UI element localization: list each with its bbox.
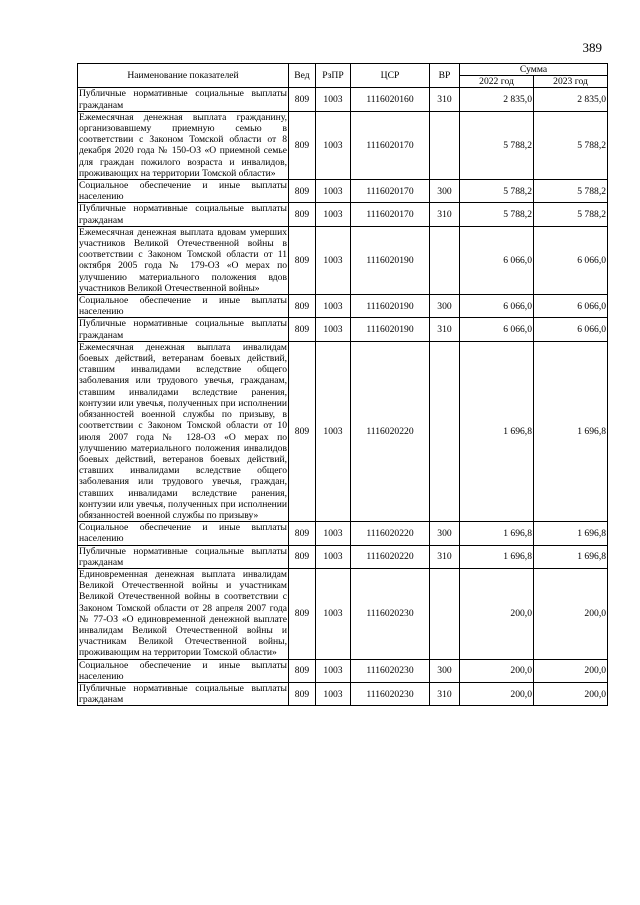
row-sum-2023: 1 696,8 <box>534 545 608 568</box>
header-year-2023: 2023 год <box>534 76 608 88</box>
row-name: Социальное обеспечение и иные выплаты населению <box>79 180 287 203</box>
row-name: Социальное обеспечение и иные выплаты населению <box>79 659 287 682</box>
row-name: Публичные нормативные социальные выплаты гражданам <box>79 88 287 111</box>
row-rzpr: 1003 <box>316 682 351 705</box>
header-sum: Сумма <box>460 64 608 76</box>
header-year-2022: 2022 год <box>460 76 534 88</box>
table-row <box>78 682 608 705</box>
row-ved: 809 <box>289 88 316 111</box>
row-ved: 809 <box>289 295 316 318</box>
row-ved: 809 <box>289 203 316 226</box>
row-rzpr: 1003 <box>316 659 351 682</box>
row-ved: 809 <box>289 226 316 294</box>
row-ved: 809 <box>289 341 316 521</box>
row-sum-2022: 2 835,0 <box>460 88 534 111</box>
row-name: Публичные нормативные социальные выплаты гражданам <box>79 545 287 568</box>
row-csr: 1116020220 <box>351 522 430 545</box>
table-row <box>78 522 608 545</box>
table-row <box>78 318 608 341</box>
row-vr: 310 <box>430 682 460 705</box>
row-csr: 1116020170 <box>351 111 430 179</box>
row-ved: 809 <box>289 659 316 682</box>
row-sum-2023: 1 696,8 <box>534 341 608 521</box>
row-sum-2022: 6 066,0 <box>460 318 534 341</box>
row-sum-2022: 200,0 <box>460 659 534 682</box>
row-sum-2023: 200,0 <box>534 659 608 682</box>
table-row <box>78 295 608 318</box>
row-name: Публичные нормативные социальные выплаты гражданам <box>79 318 287 341</box>
row-sum-2023: 5 788,2 <box>534 111 608 179</box>
row-sum-2023: 5 788,2 <box>534 180 608 203</box>
row-name: Социальное обеспечение и иные выплаты населению <box>79 522 287 545</box>
row-csr: 1116020160 <box>351 88 430 111</box>
row-sum-2023: 6 066,0 <box>534 318 608 341</box>
table-row <box>78 659 608 682</box>
row-ved: 809 <box>289 545 316 568</box>
row-vr: 300 <box>430 659 460 682</box>
row-sum-2022: 6 066,0 <box>460 226 534 294</box>
table-body <box>78 88 608 706</box>
row-vr: 300 <box>430 295 460 318</box>
row-name: Публичные нормативные социальные выплаты гражданам <box>79 682 287 706</box>
table-row <box>78 568 608 659</box>
row-rzpr: 1003 <box>316 203 351 226</box>
row-name: Ежемесячная денежная выплата гражданину, организовавшему приемную семью в соответствии с Законом Томской области от 8 декабря 2020 года № 150-ОЗ «О приемной семье для граждан пожилого возраста и инвалидов, проживающих на территории Томской области» <box>79 111 287 179</box>
header-ved: Вед <box>289 64 316 88</box>
row-name: Ежемесячная денежная выплата инвалидам боевых действий, ветеранам боевых действий, ставшим инвалидами вследствие общего заболевания или трудового увечья, гражданам, ставшим инвалидами вследствие ранения, контузии или увечья, полученных при исполнении обязанностей военной службы по призыву, в соответствии с Законом Томской области от 10 июля 2007 года № 128-ОЗ «О мерах по улучшению материального положения инвалидов боевых действий, ветеранов боевых действий, ставших инвалидами вследствие общего заболевания или трудового увечья, граждан, ставших инвалидами вследствие ранения, контузии или увечья, полученных при исполнении обязанностей военной службы по призыву» <box>79 341 287 521</box>
row-sum-2023: 200,0 <box>534 682 608 705</box>
page-number: 389 <box>582 40 602 55</box>
row-vr: 310 <box>430 318 460 341</box>
row-csr: 1116020220 <box>351 341 430 521</box>
row-csr: 1116020220 <box>351 545 430 568</box>
row-ved: 809 <box>289 568 316 659</box>
row-sum-2022: 200,0 <box>460 682 534 705</box>
row-vr: 300 <box>430 180 460 203</box>
row-ved: 809 <box>289 180 316 203</box>
table-row <box>78 111 608 179</box>
row-name: Ежемесячная денежная выплата вдовам умерших участников Великой Отечественной войны в соответствии с Законом Томской области от 11 октября 2005 года № 179-ОЗ «О мерах по улучшению материального положения вдов участников Великой Отечественной войны» <box>79 226 287 294</box>
row-ved: 809 <box>289 318 316 341</box>
row-rzpr: 1003 <box>316 318 351 341</box>
row-rzpr: 1003 <box>316 545 351 568</box>
row-csr: 1116020190 <box>351 295 430 318</box>
table-row <box>78 545 608 568</box>
row-vr <box>430 568 460 659</box>
table-header <box>78 64 608 88</box>
row-vr: 300 <box>430 522 460 545</box>
row-vr: 310 <box>430 545 460 568</box>
row-ved: 809 <box>289 522 316 545</box>
budget-table <box>77 63 608 706</box>
table-row <box>78 88 608 111</box>
row-name: Публичные нормативные социальные выплаты гражданам <box>79 203 287 226</box>
row-sum-2022: 1 696,8 <box>460 522 534 545</box>
row-vr <box>430 226 460 294</box>
row-name: Единовременная денежная выплата инвалидам Великой Отечественной войны и участникам Великой Отечественной войны в соответствии с Законом Томской области от 28 апреля 2007 года № 77-ОЗ «О единовременной денежной выплате инвалидам Великой Отечественной войны и участникам Великой Отечественной войны, проживающим на территории Томской области» <box>79 568 287 659</box>
row-sum-2022: 5 788,2 <box>460 111 534 179</box>
row-sum-2022: 1 696,8 <box>460 545 534 568</box>
row-sum-2023: 6 066,0 <box>534 295 608 318</box>
header-vr: ВР <box>430 64 460 88</box>
row-rzpr: 1003 <box>316 295 351 318</box>
row-sum-2022: 5 788,2 <box>460 203 534 226</box>
row-sum-2022: 6 066,0 <box>460 295 534 318</box>
row-rzpr: 1003 <box>316 522 351 545</box>
table-row <box>78 203 608 226</box>
row-sum-2022: 1 696,8 <box>460 341 534 521</box>
table-row <box>78 341 608 521</box>
table-row <box>78 226 608 294</box>
row-rzpr: 1003 <box>316 180 351 203</box>
row-vr: 310 <box>430 203 460 226</box>
row-ved: 809 <box>289 682 316 705</box>
table-row <box>78 180 608 203</box>
row-sum-2022: 200,0 <box>460 568 534 659</box>
row-rzpr: 1003 <box>316 341 351 521</box>
row-csr: 1116020170 <box>351 203 430 226</box>
row-sum-2023: 6 066,0 <box>534 226 608 294</box>
row-csr: 1116020190 <box>351 318 430 341</box>
row-sum-2023: 2 835,0 <box>534 88 608 111</box>
row-vr <box>430 111 460 179</box>
row-sum-2023: 5 788,2 <box>534 203 608 226</box>
row-vr: 310 <box>430 88 460 111</box>
row-csr: 1116020230 <box>351 682 430 705</box>
header-csr: ЦСР <box>351 64 430 88</box>
row-rzpr: 1003 <box>316 226 351 294</box>
row-rzpr: 1003 <box>316 88 351 111</box>
header-rzpr: РзПР <box>316 64 351 88</box>
row-sum-2023: 1 696,8 <box>534 522 608 545</box>
row-rzpr: 1003 <box>316 111 351 179</box>
row-csr: 1116020190 <box>351 226 430 294</box>
header-name: Наименование показателей <box>78 64 289 88</box>
row-sum-2023: 200,0 <box>534 568 608 659</box>
row-csr: 1116020230 <box>351 659 430 682</box>
row-ved: 809 <box>289 111 316 179</box>
row-csr: 1116020170 <box>351 180 430 203</box>
row-sum-2022: 5 788,2 <box>460 180 534 203</box>
row-name: Социальное обеспечение и иные выплаты населению <box>79 295 287 318</box>
row-vr <box>430 341 460 521</box>
row-rzpr: 1003 <box>316 568 351 659</box>
row-csr: 1116020230 <box>351 568 430 659</box>
